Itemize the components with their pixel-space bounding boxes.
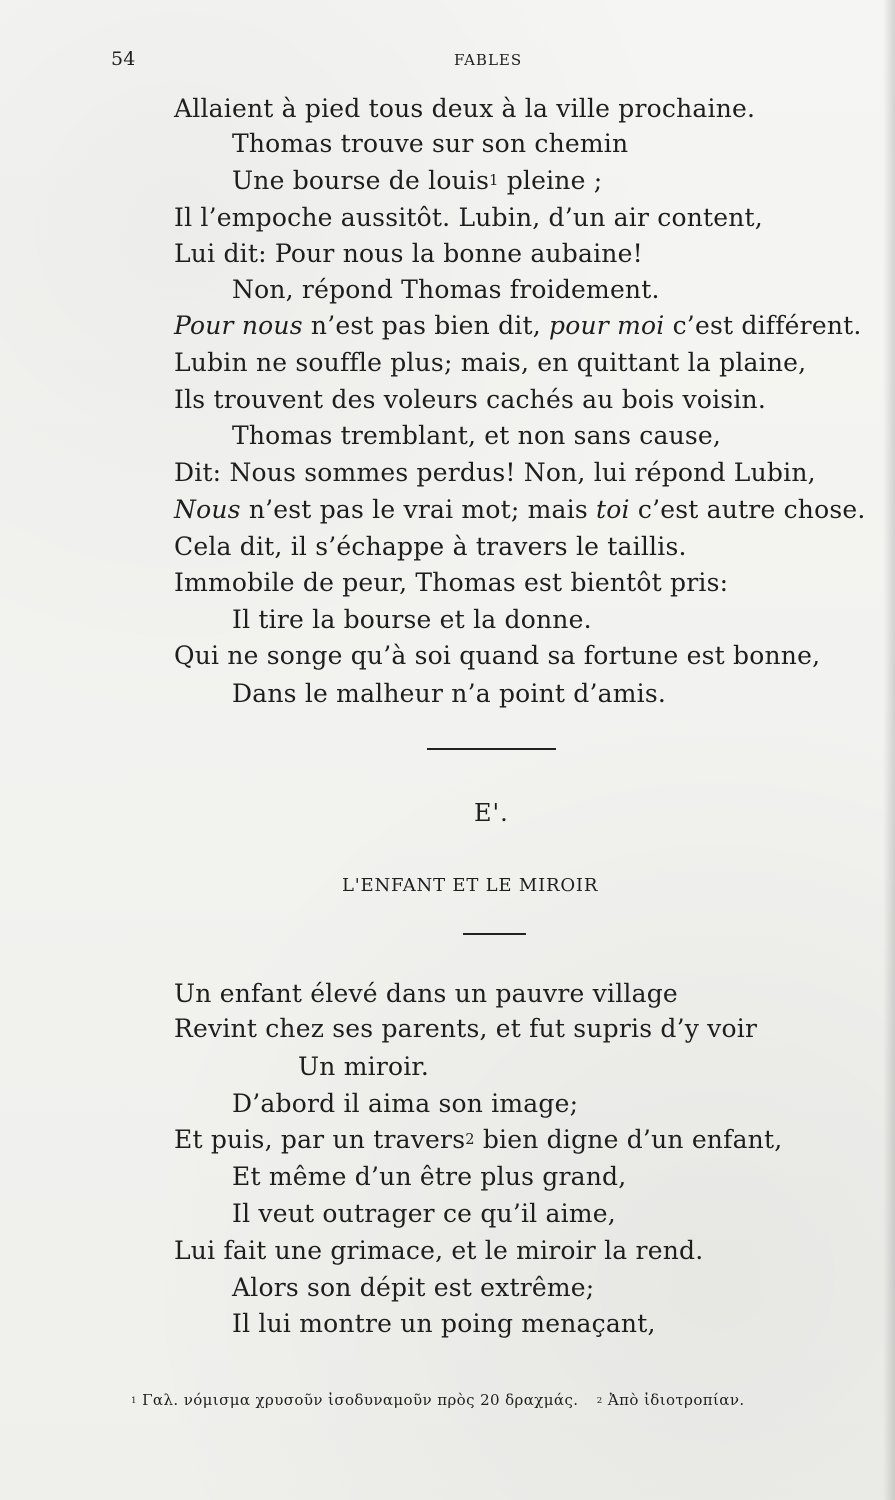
footnote-text-1: Γαλ. νόμισμα χρυσοῦν ἰσοδυναμοῦν πρὸς 20 δραχμάς. (142, 1391, 579, 1409)
poem1-line-6: Non, répond Thomas froidement. (232, 275, 660, 304)
poem1-line-9: Ils trouvent des voleurs cachés au bois voisin. (174, 385, 766, 414)
footnote-marker-2: 2 (596, 1395, 603, 1406)
section-divider-bottom (463, 933, 526, 935)
poem2-line-5-text-b: bien digne d’un enfant, (482, 1125, 783, 1154)
poem1-line-2: Thomas trouve sur son chemin (232, 129, 629, 158)
poem2-line-3: Un miroir. (298, 1052, 429, 1081)
poem1-line-10: Thomas tremblant, et non sans cause, (232, 421, 722, 450)
poem2-line-2: Revint chez ses parents, et fut supris d’y voir (174, 1014, 758, 1043)
poem1-line-7-italic-a: Pour nous (174, 311, 303, 340)
poem1-line-16: Qui ne songe qu’à soi quand sa fortune est bonne, (174, 641, 821, 670)
poem1-line-7 (174, 311, 862, 341)
section-divider-top (427, 748, 556, 750)
footnotes (131, 1391, 745, 1409)
poem1-line-12 (174, 495, 866, 525)
poem1-line-7-text-b: c’est différent. (672, 311, 862, 340)
poem2-line-4: D’abord il aima son image; (232, 1089, 579, 1118)
poem1-line-7-italic-b: pour moi (549, 311, 665, 340)
poem1-line-5: Lui dit: Pour nous la bonne aubaine! (174, 239, 643, 268)
section-title: L'ENFANT ET LE MIROIR (342, 875, 599, 896)
section-number: E'. (474, 799, 509, 827)
poem1-line-12-text-a: n’est pas le vrai mot; mais (248, 495, 588, 524)
footnote-marker-1: 1 (131, 1395, 137, 1406)
poem1-line-15: Il tire la bourse et la donne. (232, 605, 592, 634)
poem1-line-8: Lubin ne souffle plus; mais, en quittant la plaine, (174, 348, 807, 377)
footnote-text-2: Ἀπὸ ἰδιοτροπίαν. (607, 1391, 745, 1409)
footnote-ref-1: 1 (489, 173, 499, 190)
poem1-line-3-text-a: Une bourse de louis (232, 166, 490, 195)
poem1-line-17: Dans le malheur n’a point d’amis. (232, 679, 667, 708)
poem2-line-5 (174, 1125, 782, 1159)
poem2-line-8: Lui fait une grimace, et le miroir la rend. (174, 1236, 704, 1265)
poem1-line-1: Allaient à pied tous deux à la ville prochaine. (174, 94, 756, 123)
poem2-line-1: Un enfant élevé dans un pauvre village (174, 979, 678, 1008)
running-head: FABLES (454, 51, 523, 69)
poem1-line-3-text-b: pleine ; (506, 166, 603, 195)
poem1-line-14: Immobile de peur, Thomas est bientôt pris: (174, 568, 729, 597)
poem2-line-10: Il lui montre un poing menaçant, (232, 1309, 656, 1338)
poem1-line-12-italic-b: toi (596, 495, 630, 524)
poem2-line-7: Il veut outrager ce qu’il aime, (232, 1199, 616, 1228)
poem1-line-3 (232, 166, 602, 200)
poem1-line-7-text-a: n’est pas bien dit, (310, 311, 541, 340)
page-number: 54 (111, 48, 136, 70)
poem1-line-12-italic-a: Nous (174, 495, 241, 524)
poem2-line-6: Et même d’un être plus grand, (232, 1162, 627, 1191)
poem1-line-11: Dit: Nous sommes perdus! Non, lui répond Lubin, (174, 458, 816, 487)
footnote-ref-2: 2 (465, 1132, 475, 1149)
poem2-line-9: Alors son dépit est extrême; (232, 1273, 595, 1302)
poem1-line-12-text-b: c’est autre chose. (637, 495, 866, 524)
poem1-line-13: Cela dit, il s’échappe à travers le taillis. (174, 532, 687, 561)
poem2-line-5-text-a: Et puis, par un travers (174, 1125, 466, 1154)
poem1-line-4: Il l’empoche aussitôt. Lubin, d’un air content, (174, 203, 763, 232)
